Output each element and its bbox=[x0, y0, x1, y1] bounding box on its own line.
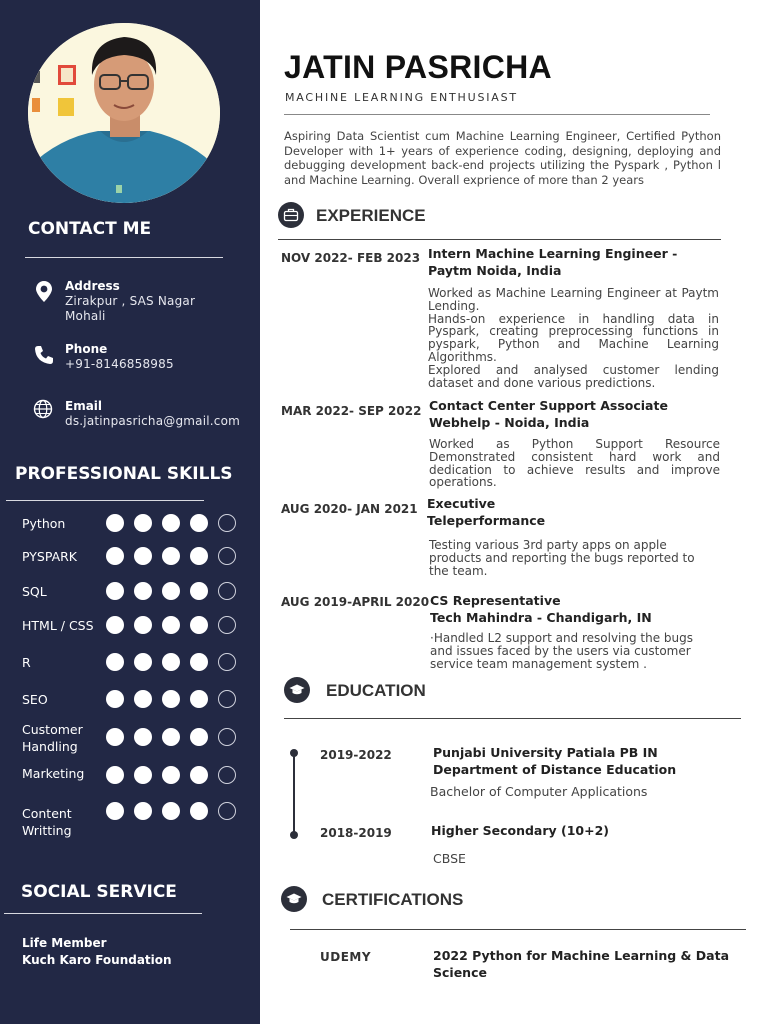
rating-dot-filled bbox=[106, 728, 124, 746]
skill-name: R bbox=[22, 655, 31, 670]
briefcase-icon bbox=[278, 202, 304, 228]
social-line1: Life Member bbox=[22, 936, 107, 950]
rating-dot-filled bbox=[162, 690, 180, 708]
exp-company-2: Webhelp - Noida, India bbox=[429, 414, 590, 430]
rating-dot-filled bbox=[134, 514, 152, 532]
skill-row bbox=[0, 541, 260, 571]
edu-inst-line1: Punjabi University Patiala PB IN bbox=[433, 745, 658, 760]
skill-row bbox=[0, 714, 260, 754]
rating-dot-filled bbox=[162, 802, 180, 820]
skills-divider bbox=[6, 500, 204, 501]
contact-email bbox=[34, 399, 254, 429]
skill-row bbox=[0, 647, 260, 677]
edu-inst-line2: Department of Distance Education bbox=[433, 761, 677, 777]
timeline-dot bbox=[290, 831, 298, 839]
skill-name: Python bbox=[22, 516, 66, 531]
social-line2: Kuch Karo Foundation bbox=[22, 953, 172, 967]
rating-dot-filled bbox=[106, 690, 124, 708]
rating-dot-filled bbox=[190, 690, 208, 708]
skill-name: SEO bbox=[22, 692, 48, 707]
skill-row bbox=[0, 798, 260, 838]
contact-heading: CONTACT ME bbox=[28, 219, 152, 239]
email-value[interactable]: ds.jatinpasricha@gmail.com bbox=[65, 414, 241, 428]
rating-dot-filled bbox=[106, 802, 124, 820]
rating-dot-filled bbox=[134, 616, 152, 634]
candidate-title: MACHINE LEARNING ENTHUSIAST bbox=[285, 91, 518, 104]
rating-dot-empty bbox=[218, 616, 236, 634]
rating-dot-empty bbox=[218, 547, 236, 565]
skill-row bbox=[0, 576, 260, 606]
rating-dot-filled bbox=[190, 653, 208, 671]
globe-icon bbox=[33, 399, 53, 419]
rating-dot-empty bbox=[218, 690, 236, 708]
timeline-dot bbox=[290, 749, 298, 757]
certifications-header bbox=[281, 886, 501, 914]
exp-role-3 bbox=[427, 496, 717, 529]
rating-dot-filled bbox=[190, 514, 208, 532]
certifications-heading: CERTIFICATIONS bbox=[322, 890, 464, 909]
exp-desc-2: Worked as Python Support Resource Demonstrated consistent hard work and dedication to achieve results and improve operations. bbox=[429, 437, 720, 490]
exp-title-3: Executive bbox=[427, 496, 496, 511]
rating-dot-filled bbox=[162, 728, 180, 746]
rating-dot-filled bbox=[106, 653, 124, 671]
skill-name: Customer Handling bbox=[22, 722, 83, 754]
rating-dot-filled bbox=[134, 728, 152, 746]
rating-dot-filled bbox=[190, 728, 208, 746]
rating-dot-filled bbox=[190, 582, 208, 600]
address-line2: Mohali bbox=[65, 309, 106, 323]
contact-divider bbox=[25, 257, 223, 258]
skill-name: HTML / CSS bbox=[22, 618, 94, 633]
contact-phone bbox=[34, 342, 254, 372]
skill-row bbox=[0, 508, 260, 538]
rating-dot-filled bbox=[190, 547, 208, 565]
rating-dot-filled bbox=[162, 616, 180, 634]
edu-degree-1: Bachelor of Computer Applications bbox=[430, 784, 648, 799]
rating-dot-filled bbox=[134, 766, 152, 784]
rating-dot-filled bbox=[162, 582, 180, 600]
rating-dot-filled bbox=[190, 802, 208, 820]
address-value bbox=[65, 294, 255, 324]
cert-course: 2022 Python for Machine Learning & Data Science bbox=[433, 948, 730, 980]
rating-dot-empty bbox=[218, 766, 236, 784]
avatar bbox=[28, 23, 220, 203]
address-label: Address bbox=[65, 279, 120, 293]
experience-heading: EXPERIENCE bbox=[316, 206, 426, 225]
experience-divider bbox=[278, 239, 721, 240]
rating-dot-filled bbox=[134, 690, 152, 708]
exp-date-3: AUG 2020- JAN 2021 bbox=[281, 502, 418, 516]
edu-date-2: 2018-2019 bbox=[320, 826, 392, 840]
rating-dot-empty bbox=[218, 514, 236, 532]
cert-organization: UDEMY bbox=[320, 950, 372, 964]
edu-date-1: 2019-2022 bbox=[320, 748, 392, 762]
rating-dot-filled bbox=[106, 766, 124, 784]
sidebar bbox=[0, 0, 260, 1024]
skill-row bbox=[0, 684, 260, 714]
exp-desc-4: ·Handled L2 support and resolving the bugs and issues faced by the users via customer service team management system . bbox=[430, 631, 694, 671]
skills-heading: PROFESSIONAL SKILLS bbox=[15, 464, 233, 484]
title-divider bbox=[284, 114, 710, 115]
rating-dot-filled bbox=[134, 653, 152, 671]
rating-dot-filled bbox=[134, 582, 152, 600]
contact-address bbox=[34, 279, 254, 323]
email-label: Email bbox=[65, 399, 103, 413]
skill-name: Content Writting bbox=[22, 806, 72, 838]
exp-date-4: AUG 2019-APRIL 2020 bbox=[281, 595, 430, 609]
main-content bbox=[260, 0, 768, 1024]
exp-desc-1: Worked as Machine Learning Engineer at Paytm Lending. Hands-on experience in handling data in Pyspark, creating preprocessing functions in pyspark, Python and Machine Learning Algorithms. Explored and analysed customer lending dataset and done various predictions. bbox=[428, 286, 719, 390]
experience-header bbox=[278, 202, 478, 230]
exp-role-4 bbox=[430, 593, 720, 626]
exp-company-1: Paytm Noida, India bbox=[428, 262, 562, 278]
certifications-divider bbox=[290, 929, 746, 930]
phone-label: Phone bbox=[65, 342, 108, 356]
graduation-cap-icon bbox=[284, 677, 310, 703]
exp-title-2: Contact Center Support Associate bbox=[429, 398, 668, 413]
social-divider bbox=[4, 913, 202, 914]
education-heading: EDUCATION bbox=[326, 681, 426, 700]
rating-dot-filled bbox=[106, 582, 124, 600]
rating-dot-filled bbox=[134, 547, 152, 565]
skill-row bbox=[0, 758, 260, 788]
rating-dot-empty bbox=[218, 653, 236, 671]
exp-date-2: MAR 2022- SEP 2022 bbox=[281, 404, 422, 418]
education-divider bbox=[284, 718, 741, 719]
skill-name: SQL bbox=[22, 584, 47, 599]
rating-dot-filled bbox=[106, 547, 124, 565]
rating-dot-filled bbox=[162, 547, 180, 565]
exp-title-4: CS Representative bbox=[430, 593, 561, 608]
edu-degree-2: CBSE bbox=[433, 851, 466, 866]
edu-institution-1 bbox=[433, 745, 733, 778]
exp-company-3: Teleperformance bbox=[427, 512, 546, 528]
address-line1: Zirakpur , SAS Nagar bbox=[65, 294, 196, 308]
rating-dot-filled bbox=[106, 514, 124, 532]
rating-dot-filled bbox=[106, 616, 124, 634]
location-pin-icon bbox=[34, 279, 54, 299]
exp-company-4: Tech Mahindra - Chandigarh, IN bbox=[430, 609, 652, 625]
education-header bbox=[284, 677, 484, 705]
rating-dot-empty bbox=[218, 582, 236, 600]
edu-institution-2: Higher Secondary (10+2) bbox=[431, 823, 610, 838]
rating-dot-empty bbox=[218, 728, 236, 746]
summary: Aspiring Data Scientist cum Machine Learning Engineer, Certified Python Developer with 1+ years of experience coding, designing, deploying and debugging development back-end projects utilizing the Pyspark , Python l and Machine Learning. Overall exprience of more than 2 years bbox=[284, 129, 721, 187]
graduation-cap-icon bbox=[281, 886, 307, 912]
exp-desc-3: Testing various 3rd party apps on apple products and reporting the bugs reported to the team. bbox=[429, 538, 695, 578]
rating-dot-filled bbox=[190, 766, 208, 784]
phone-value: +91-8146858985 bbox=[65, 357, 174, 371]
rating-dot-filled bbox=[134, 802, 152, 820]
exp-role-2 bbox=[429, 398, 719, 431]
exp-date-1: NOV 2022- FEB 2023 bbox=[281, 251, 421, 265]
exp-title-1: Intern Machine Learning Engineer - bbox=[428, 246, 678, 261]
rating-dot-filled bbox=[162, 514, 180, 532]
candidate-name: JATIN PASRICHA bbox=[284, 49, 552, 85]
skill-row bbox=[0, 610, 260, 640]
skill-name: PYSPARK bbox=[22, 549, 78, 564]
timeline-line bbox=[293, 752, 295, 835]
phone-icon bbox=[34, 345, 54, 365]
rating-dot-filled bbox=[162, 766, 180, 784]
rating-dot-empty bbox=[218, 802, 236, 820]
rating-dot-filled bbox=[162, 653, 180, 671]
social-heading: SOCIAL SERVICE bbox=[21, 882, 177, 902]
exp-role-1 bbox=[428, 246, 718, 279]
skill-name: Marketing bbox=[22, 766, 85, 781]
rating-dot-filled bbox=[190, 616, 208, 634]
